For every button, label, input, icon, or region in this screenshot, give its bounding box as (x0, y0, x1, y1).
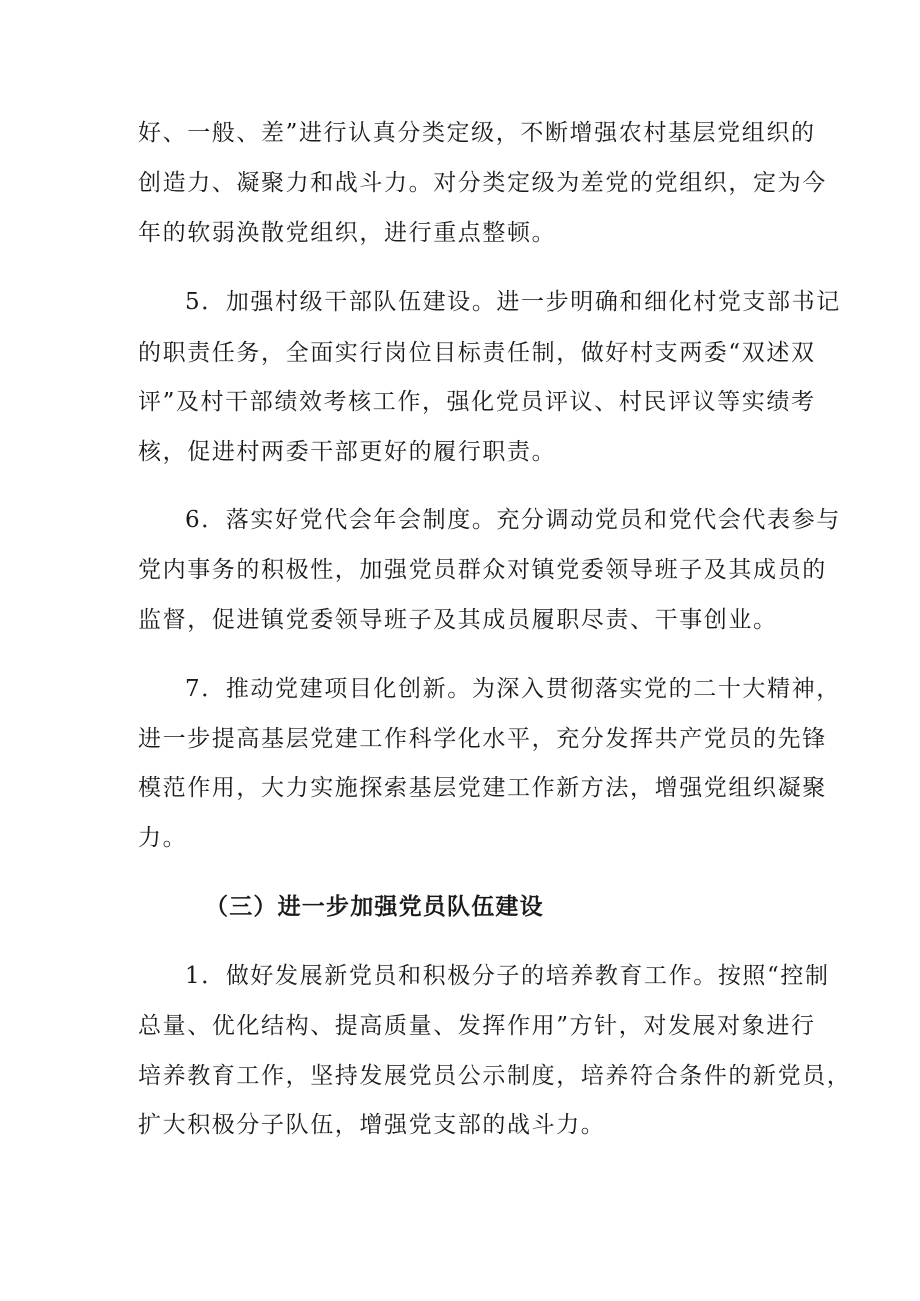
paragraph-7-line-1: 7．推动党建项目化创新。为深入贯彻落实党的二十大精神， (185, 676, 841, 702)
paragraph-1-line-4: 扩大积极分子队伍，增强党支部的战斗力。 (138, 1112, 606, 1138)
paragraph-5-line-4: 核，促进村两委干部更好的履行职责。 (138, 439, 557, 465)
paragraph-5-line-2: 的职责任务，全面实行岗位目标责任制，做好村支两委“双述双 (138, 340, 816, 366)
paragraph-6-line-1: 6．落实好党代会年会制度。充分调动党员和党代会代表参与 (185, 507, 841, 533)
paragraph-7-line-4: 力。 (138, 825, 188, 851)
section-heading: （三）进一步加强党员队伍建设 (205, 894, 544, 920)
paragraph-6-line-2: 党内事务的积极性，加强党员群众对镇党委领导班子及其成员的 (138, 557, 827, 583)
paragraph-5-line-1: 5．加强村级干部队伍建设。进一步明确和细化村党支部书记 (185, 289, 841, 315)
paragraph-5-line-3: 评”及村干部绩效考核工作，强化党员评议、村民评议等实绩考 (138, 389, 816, 415)
paragraph-1-line-2: 总量、优化结构、提高质量、发挥作用”方针，对发展对象进行 (138, 1013, 816, 1039)
paragraph-4-line-1: 好、一般、差”进行认真分类定级，不断增强农村基层党组织的 (138, 120, 816, 146)
paragraph-1-line-3: 培养教育工作，坚持发展党员公示制度，培养符合条件的新党员， (138, 1063, 852, 1089)
paragraph-4-line-3: 年的软弱涣散党组织，进行重点整顿。 (138, 220, 557, 246)
paragraph-7-line-2: 进一步提高基层党建工作科学化水平，充分发挥共产党员的先锋 (138, 726, 827, 752)
paragraph-7-line-3: 模范作用，大力实施探索基层党建工作新方法，增强党组织凝聚 (138, 775, 827, 801)
paragraph-1-line-1: 1．做好发展新党员和积极分子的培养教育工作。按照“控制 (185, 963, 830, 989)
paragraph-6-line-3: 监督，促进镇党委领导班子及其成员履职尽责、干事创业。 (138, 607, 778, 633)
paragraph-4-line-2: 创造力、凝聚力和战斗力。对分类定级为差党的党组织，定为今 (138, 170, 827, 196)
